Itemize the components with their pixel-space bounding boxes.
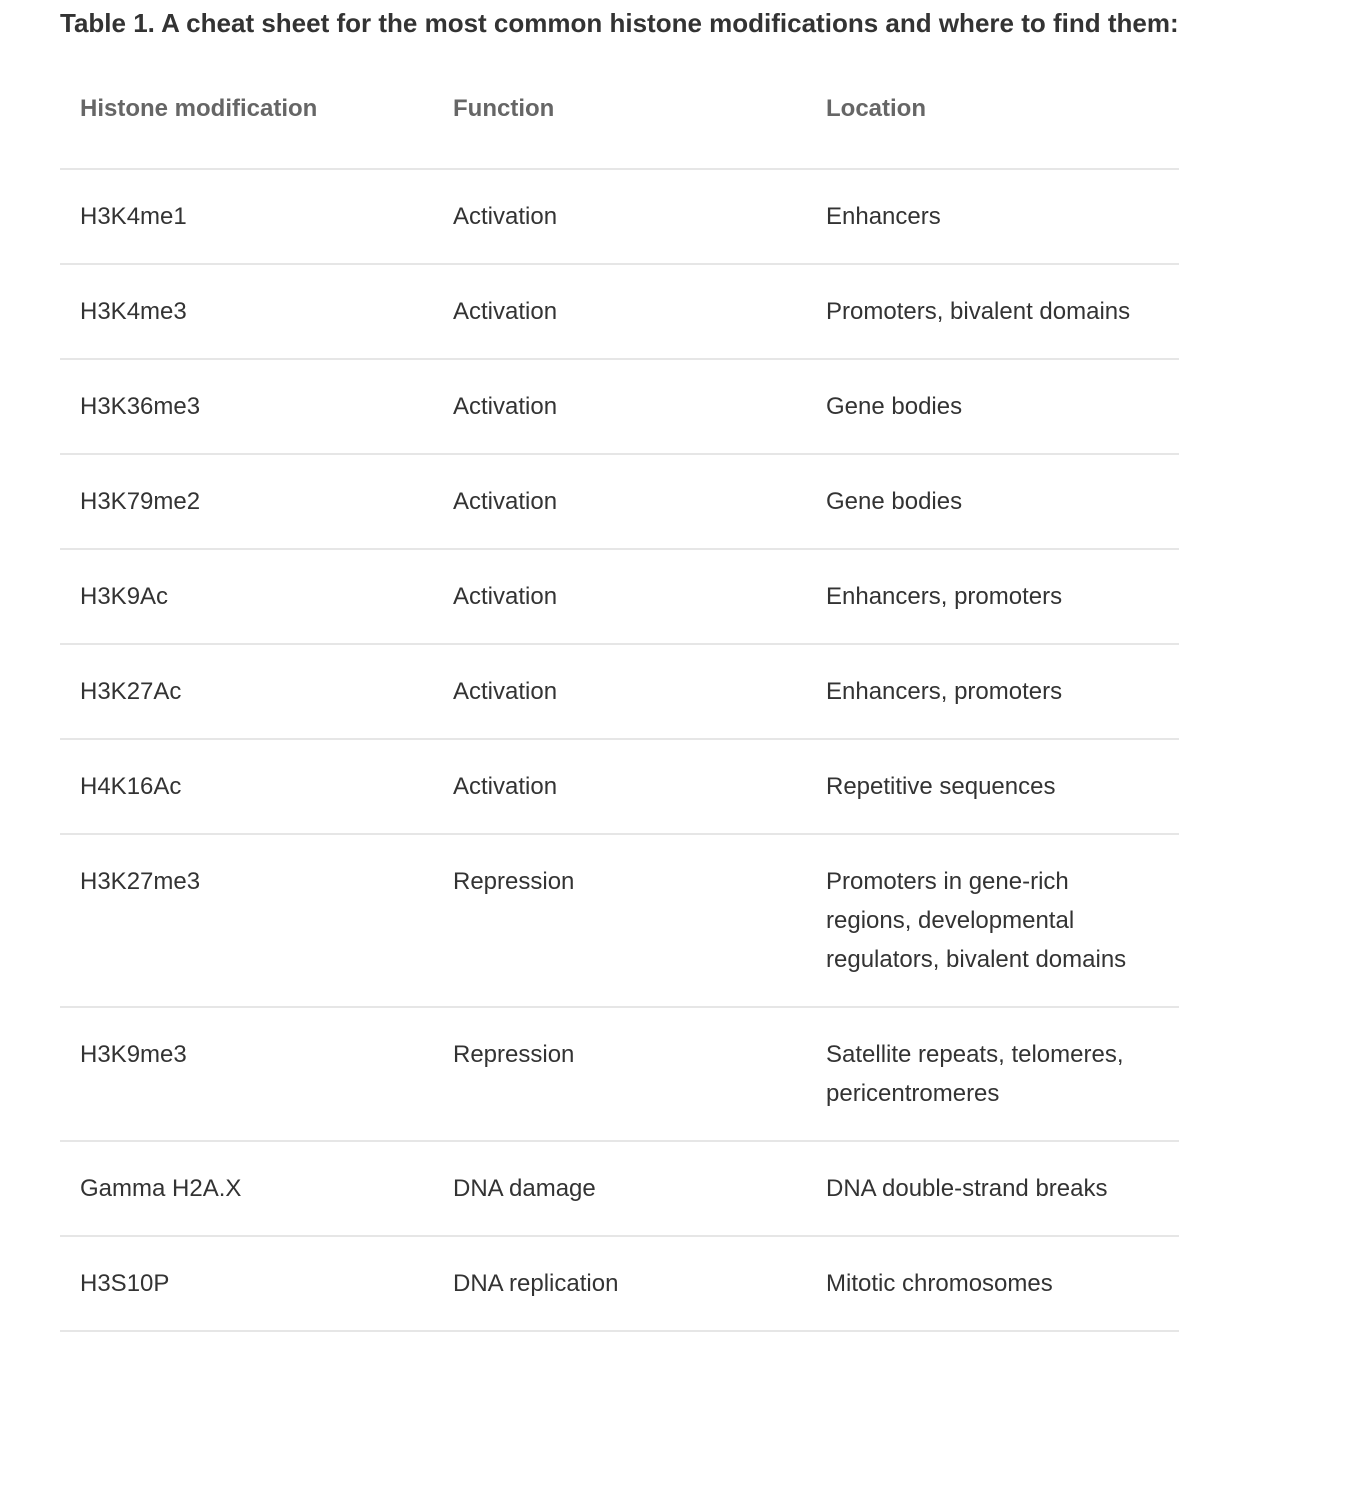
table-row bbox=[60, 549, 1179, 644]
cell-function: Activation bbox=[453, 203, 558, 230]
cell-location: Enhancers, promoters bbox=[826, 583, 1063, 610]
table-row bbox=[60, 834, 1179, 1007]
cell-modification: H3K4me3 bbox=[80, 298, 187, 325]
table-row bbox=[60, 359, 1179, 454]
table-row bbox=[60, 1007, 1179, 1141]
table-row bbox=[60, 264, 1179, 359]
cell-function: Activation bbox=[453, 488, 558, 515]
cell-location: Mitotic chromosomes bbox=[826, 1270, 1053, 1297]
cell-modification: H3K36me3 bbox=[80, 393, 201, 420]
cell-function: Activation bbox=[453, 583, 558, 610]
cell-function: Activation bbox=[453, 393, 558, 420]
table-row bbox=[60, 1141, 1179, 1236]
histone-table bbox=[60, 60, 1179, 1332]
cell-location: DNA double-strand breaks bbox=[826, 1175, 1108, 1202]
table-title: Table 1. A cheat sheet for the most common histone modifications and where to find them: bbox=[60, 8, 1179, 38]
cell-function: Activation bbox=[453, 678, 558, 705]
cell-function: DNA replication bbox=[453, 1270, 619, 1297]
table-row bbox=[60, 739, 1179, 834]
cell-modification: H3K4me1 bbox=[80, 203, 187, 230]
cell-modification: H3K79me2 bbox=[80, 488, 201, 515]
table-row bbox=[60, 454, 1179, 549]
cell-function: Activation bbox=[453, 773, 558, 800]
cell-modification: H3K27Ac bbox=[80, 678, 182, 705]
cell-location: Repetitive sequences bbox=[826, 773, 1056, 800]
table-row bbox=[60, 644, 1179, 739]
cell-modification: H3K9Ac bbox=[80, 583, 169, 610]
header-histone-modification: Histone modification bbox=[80, 95, 318, 122]
cell-function: DNA damage bbox=[453, 1175, 596, 1202]
cell-function: Repression bbox=[453, 868, 575, 895]
cell-location: Gene bodies bbox=[826, 393, 963, 420]
cell-location: Gene bodies bbox=[826, 488, 963, 515]
cell-modification: H3K9me3 bbox=[80, 1041, 187, 1068]
cell-location: Satellite repeats, telomeres, pericentromeres bbox=[826, 1041, 1124, 1107]
header-function: Function bbox=[453, 95, 555, 122]
cell-function: Repression bbox=[453, 1041, 575, 1068]
cell-modification: H4K16Ac bbox=[80, 773, 182, 800]
cell-modification: H3S10P bbox=[80, 1270, 170, 1297]
cell-location: Promoters, bivalent domains bbox=[826, 298, 1131, 325]
cell-location: Enhancers bbox=[826, 203, 941, 230]
table-row bbox=[60, 1236, 1179, 1331]
table-header-row bbox=[60, 60, 1179, 169]
cell-modification: Gamma H2A.X bbox=[80, 1175, 242, 1202]
cell-function: Activation bbox=[453, 298, 558, 325]
cell-modification: H3K27me3 bbox=[80, 868, 201, 895]
header-location: Location bbox=[826, 95, 926, 122]
cell-location: Enhancers, promoters bbox=[826, 678, 1063, 705]
cell-location: Promoters in gene-rich regions, developmental regulators, bivalent domains bbox=[826, 868, 1127, 973]
table-row bbox=[60, 169, 1179, 264]
